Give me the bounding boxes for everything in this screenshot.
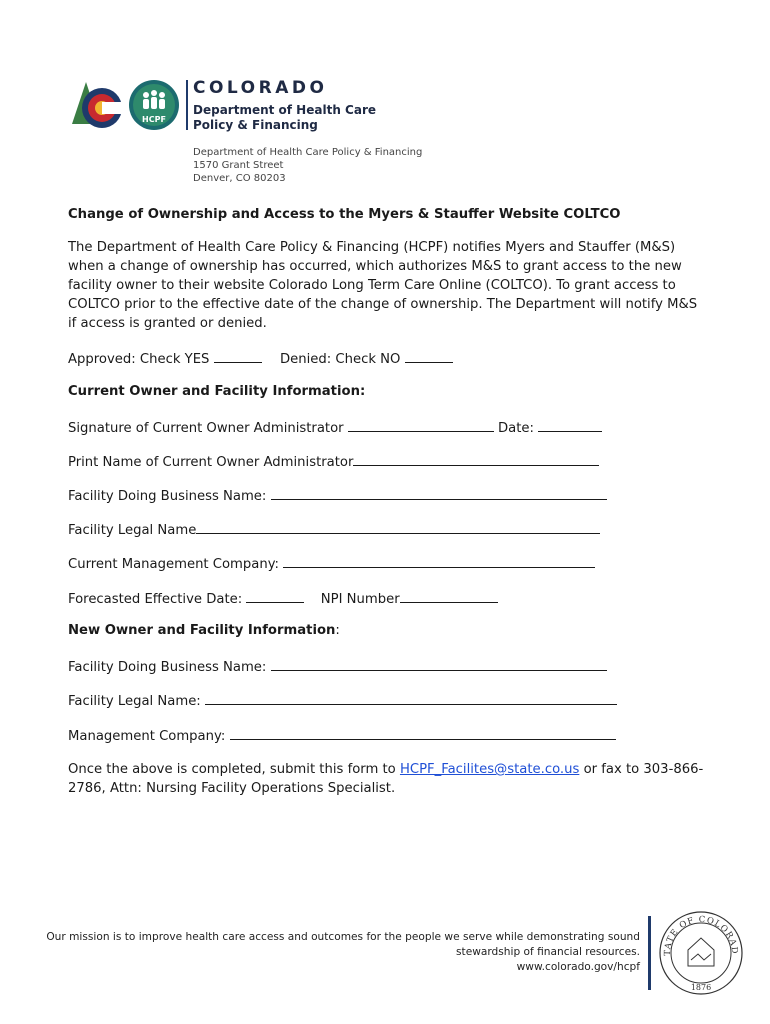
approval-row bbox=[68, 349, 453, 367]
new-dba-label: Facility Doing Business Name: bbox=[68, 660, 267, 675]
form-title: Change of Ownership and Access to the Myers & Stauffer Website COLTCO bbox=[68, 207, 621, 222]
current-mgmt-row bbox=[68, 554, 595, 572]
print-name-field[interactable] bbox=[353, 452, 599, 466]
npi-label: NPI Number bbox=[320, 592, 400, 607]
dba-label: Facility Doing Business Name: bbox=[68, 489, 267, 504]
print-name-label: Print Name of Current Owner Administrator bbox=[68, 455, 354, 470]
signature-row bbox=[68, 418, 602, 436]
brand-department-line2: Policy & Financing bbox=[193, 118, 318, 132]
footer-mission-line2: stewardship of financial resources. bbox=[456, 946, 640, 958]
legal-name-row bbox=[68, 520, 600, 538]
denied-field[interactable] bbox=[405, 349, 453, 363]
hcpf-badge-text: HCPF bbox=[142, 115, 166, 124]
dba-row bbox=[68, 486, 607, 504]
closing-paragraph bbox=[68, 760, 708, 798]
address-line-1: Department of Health Care Policy & Financing bbox=[193, 147, 423, 158]
dba-field[interactable] bbox=[271, 486, 607, 500]
new-dba-row bbox=[68, 657, 607, 675]
footer-mission-line1: Our mission is to improve health care access and outcomes for the people we serve while demonstrating sound bbox=[46, 931, 640, 943]
brand-colorado: COLORADO bbox=[193, 78, 328, 98]
current-mgmt-label: Current Management Company: bbox=[68, 557, 280, 572]
legal-name-label: Facility Legal Name bbox=[68, 523, 197, 538]
current-mgmt-field[interactable] bbox=[283, 554, 595, 568]
signature-label: Signature of Current Owner Administrator bbox=[68, 421, 344, 436]
brand-department-line1: Department of Health Care bbox=[193, 103, 376, 117]
svg-text:STATE OF COLORADO bbox=[658, 910, 739, 956]
approved-label: Approved: Check YES bbox=[68, 352, 210, 367]
new-legal-label: Facility Legal Name: bbox=[68, 694, 201, 709]
date-field[interactable] bbox=[538, 418, 602, 432]
seal-text: TATE OF COLORAD bbox=[662, 914, 740, 956]
denied-label: Denied: Check NO bbox=[280, 352, 401, 367]
brand-department bbox=[193, 103, 376, 133]
header-divider bbox=[186, 80, 188, 130]
npi-field[interactable] bbox=[400, 589, 498, 603]
new-owner-section-colon: : bbox=[335, 623, 340, 638]
hcpf-logo bbox=[72, 78, 184, 134]
address-line-2: 1570 Grant Street bbox=[193, 160, 284, 171]
legal-name-field[interactable] bbox=[196, 520, 600, 534]
footer-divider bbox=[648, 916, 651, 990]
footer-url: www.colorado.gov/hcpf bbox=[516, 961, 640, 973]
state-seal-icon bbox=[658, 910, 744, 996]
forecast-field[interactable] bbox=[246, 589, 304, 603]
signature-field[interactable] bbox=[348, 418, 494, 432]
closing-post: or fax to 303-866-2786, Attn: Nursing Facility Operations Specialist. bbox=[68, 762, 704, 796]
email-link[interactable]: HCPF_Facilites@state.co.us bbox=[399, 762, 580, 777]
new-mgmt-label: Management Company: bbox=[68, 729, 226, 744]
forecast-row bbox=[68, 589, 498, 607]
new-mgmt-field[interactable] bbox=[230, 726, 616, 740]
footer-mission bbox=[20, 930, 640, 975]
new-owner-section-heading bbox=[68, 623, 340, 638]
new-owner-section-title: New Owner and Facility Information bbox=[68, 623, 336, 638]
new-legal-row bbox=[68, 691, 617, 709]
date-label: Date: bbox=[498, 421, 534, 436]
approved-field[interactable] bbox=[214, 349, 262, 363]
new-dba-field[interactable] bbox=[271, 657, 607, 671]
new-mgmt-row bbox=[68, 726, 616, 744]
new-legal-field[interactable] bbox=[205, 691, 617, 705]
forecast-label: Forecasted Effective Date: bbox=[68, 592, 243, 607]
current-owner-section-heading: Current Owner and Facility Information: bbox=[68, 384, 366, 399]
closing-pre: Once the above is completed, submit this form to bbox=[68, 762, 396, 777]
seal-year: 1876 bbox=[690, 983, 712, 992]
intro-paragraph: The Department of Health Care Policy & Financing (HCPF) notifies Myers and Stauffer (M&S) when a change of ownership has occurred, which authorizes M&S to grant access to the new facility owner to their website Colorado Long Term Care Online (COLTCO). To grant access to COLTCO prior to the effective date of the change of ownership. The Department will notify M&S if access is granted or denied. bbox=[68, 240, 698, 331]
address-line-3: Denver, CO 80203 bbox=[193, 173, 286, 184]
print-name-row bbox=[68, 452, 599, 470]
